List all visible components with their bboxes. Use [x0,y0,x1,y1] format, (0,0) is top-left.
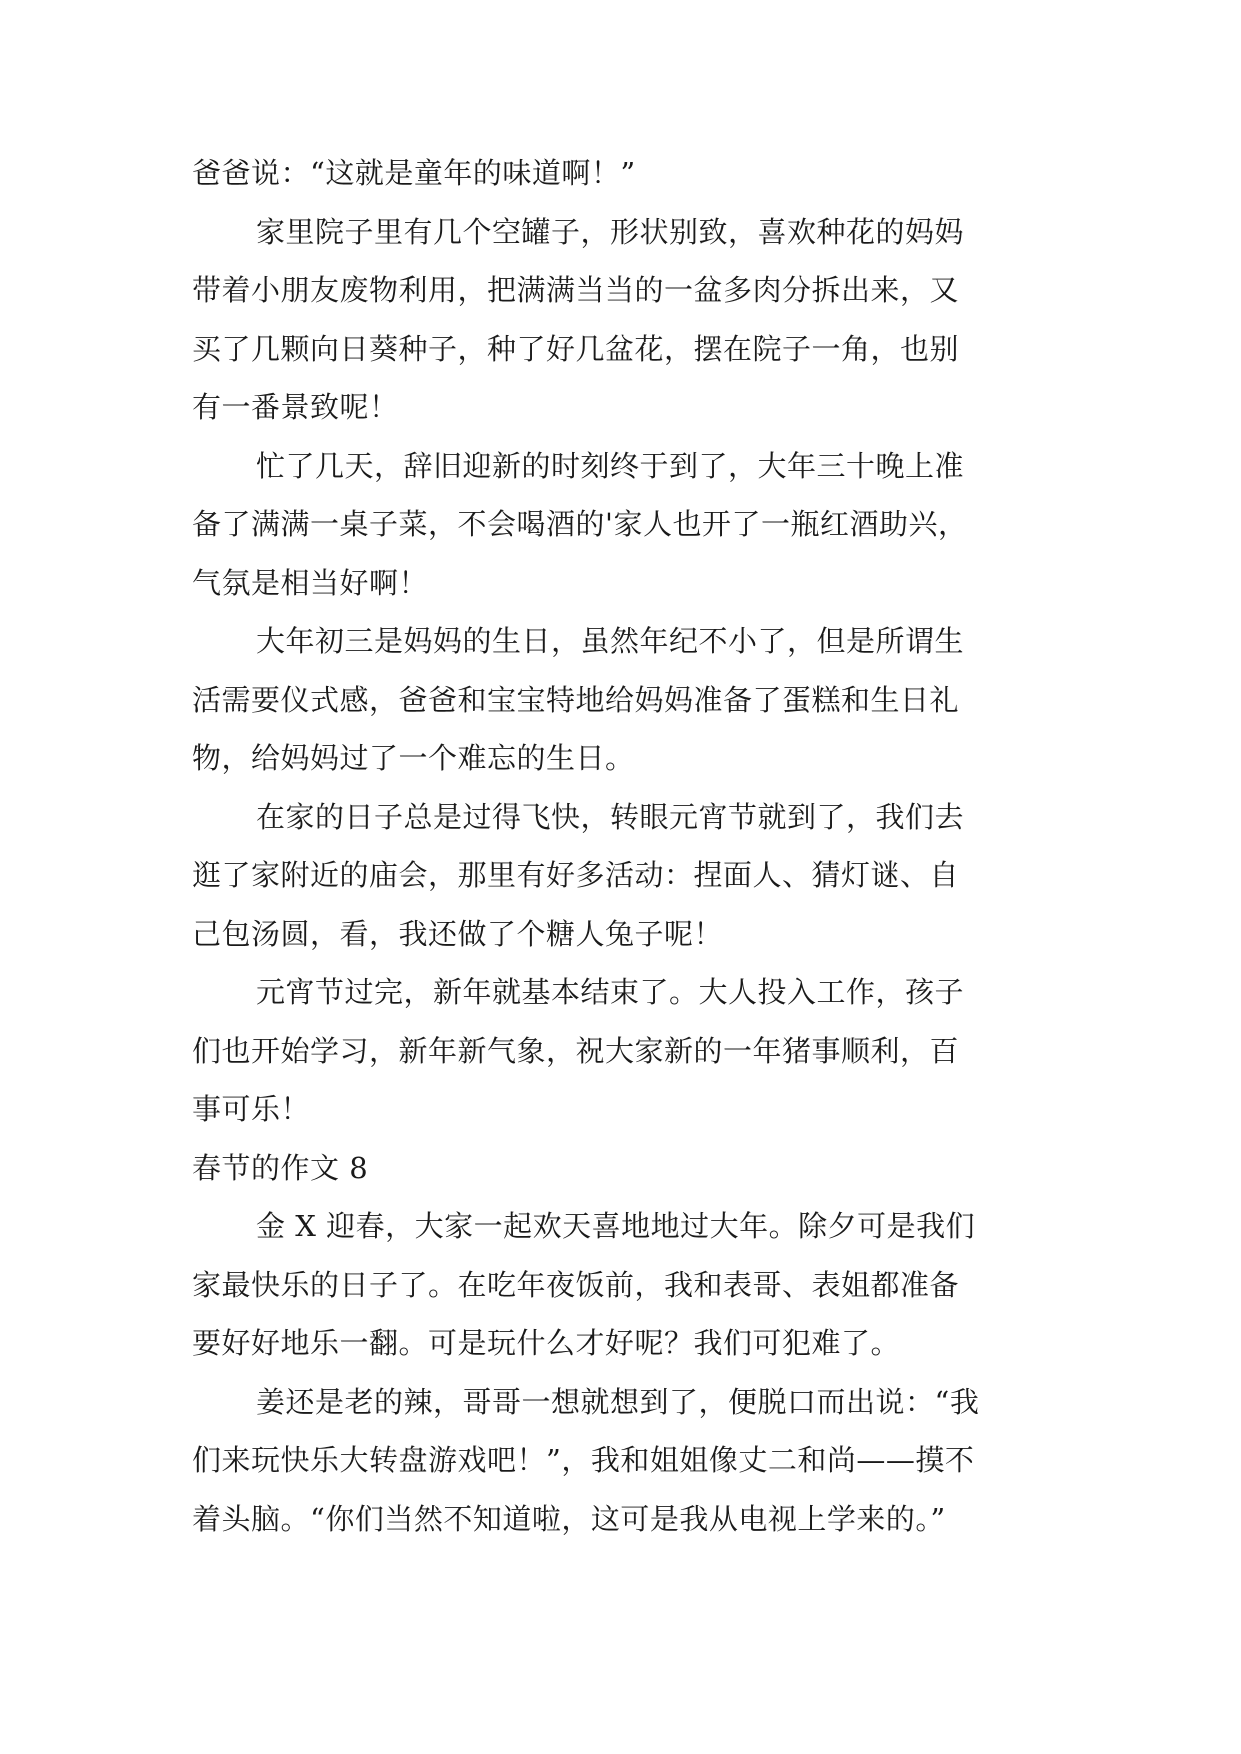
text-line: 要好好地乐一翻。可是玩什么才好呢？我们可犯难了。 [192,1326,901,1360]
text-line: 爸爸说：“这就是童年的味道啊！” [192,156,636,190]
paragraph-first-line: 金 X 迎春，大家一起欢天喜地地过大年。除夕可是我们 [256,1209,976,1243]
text-line: 带着小朋友废物利用，把满满当当的一盆多肉分拆出来，又 [192,273,960,307]
paragraph-first-line: 在家的日子总是过得飞快，转眼元宵节就到了，我们去 [256,799,965,834]
document-body [192,144,1062,1548]
text-line: 着头脑。“你们当然不知道啦，这可是我从电视上学来的。” [192,1501,946,1536]
text-line: 逛了家附近的庙会，那里有好多活动：捏面人、猜灯谜、自 [192,858,960,892]
paragraph-first-line: 姜还是老的辣，哥哥一想就想到了，便脱口而出说：“我 [256,1384,980,1419]
text-line: 备了满满一桌子菜，不会喝酒的'家人也开了一瓶红酒助兴， [192,507,968,541]
text-line: 己包汤圆，看，我还做了个糖人兔子呢！ [192,916,724,951]
text-line: 活需要仪式感，爸爸和宝宝特地给妈妈准备了蛋糕和生日礼 [192,682,960,717]
text-line: 们也开始学习，新年新气象，祝大家新的一年猪事顺利，百 [192,1033,960,1068]
paragraph-first-line: 大年初三是妈妈的生日，虽然年纪不小了，但是所谓生 [256,624,965,658]
text-line: 买了几颗向日葵种子，种了好几盆花，摆在院子一角，也别 [192,331,960,366]
text-line: 事可乐！ [192,1092,311,1126]
text-line: 有一番景致呢！ [192,390,399,424]
paragraph-first-line: 家里院子里有几个空罐子，形状别致，喜欢种花的妈妈 [256,214,965,249]
text-line: 物，给妈妈过了一个难忘的生日。 [192,741,635,775]
paragraph-first-line: 元宵节过完，新年就基本结束了。大人投入工作，孩子 [256,975,965,1009]
text-line: 家最快乐的日子了。在吃年夜饭前，我和表哥、表姐都准备 [192,1267,960,1302]
text-line: 们来玩快乐大转盘游戏吧！”，我和姐姐像丈二和尚——摸不 [192,1443,975,1477]
text-line: 气氛是相当好啊！ [192,565,429,600]
section-heading: 春节的作文 8 [192,1150,369,1185]
paragraph-first-line: 忙了几天，辞旧迎新的时刻终于到了，大年三十晚上准 [256,448,965,483]
